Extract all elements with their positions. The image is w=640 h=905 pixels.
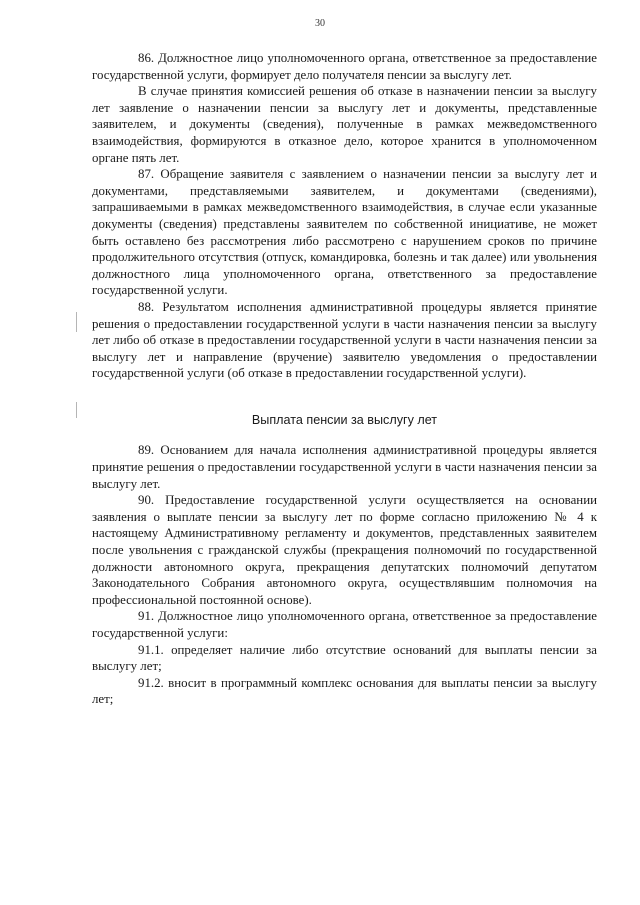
paragraph-86-refusal: В случае принятия комиссией решения об отказе в назначении пенсии за выслугу лет заявление о назначении пенсии за выслугу лет и документы, представленные заявителем, и документы (сведения), полученные в рамках межведомственного взаимодействия, формируются в отказное дело, которое хранится в уполномоченном органе пять лет. <box>92 84 597 165</box>
section-heading: Выплата пенсии за выслугу лет <box>251 412 438 427</box>
paragraph-89: 89. Основанием для начала исполнения административной процедуры является принятие решения о предоставлении государственной услуги в части назначения пенсии за выслугу лет. <box>92 443 597 491</box>
paragraph-88: 88. Результатом исполнения административной процедуры является принятие решения о предоставлении государственной услуги в части назначения пенсии за выслугу лет либо об отказе в предоставлении государственной услуги в части назначения пенсии за выслугу лет и направление (вручение) заявителю уведомления о предоставлении государственной услуги (об отказе в предоставлении государственной услуги). <box>92 299 597 381</box>
margin-scan-mark <box>76 402 77 418</box>
paragraph-87: 87. Обращение заявителя с заявлением о назначении пенсии за выслугу лет и документами, представляемыми заявителем, и документами (сведениями), запрашиваемыми в рамках межведомственного взаимодействия, в случае если указанные документы (сведения) представлены заявителем по собственной инициативе, не может быть оставлено без рассмотрения либо рассмотрено с нарушением сроков по причине продолжительного отсутствия (отпуск, командировка, болезнь и так далее) или увольнения должностного лица уполномоченного органа, ответственного за предоставление государственной услуги. <box>92 167 597 298</box>
page-number: 30 <box>315 18 325 29</box>
document-body <box>92 50 597 708</box>
paragraph-86: 86. Должностное лицо уполномоченного органа, ответственное за предоставление государственной услуги, формирует дело получателя пенсии за выслугу лет. <box>92 51 597 82</box>
paragraph-91-2: 91.2. вносит в программный комплекс основания для выплаты пенсии за выслугу лет; <box>92 675 597 707</box>
paragraph-91: 91. Должностное лицо уполномоченного органа, ответственное за предоставление государственной услуги: <box>92 609 597 640</box>
paragraph-91-1: 91.1. определяет наличие либо отсутствие оснований для выплаты пенсии за выслугу лет; <box>92 642 597 674</box>
paragraph-90: 90. Предоставление государственной услуги осуществляется на основании заявления о выплате пенсии за выслугу лет по форме согласно приложению № 4 к настоящему Административному регламенту и документов, представленных заявителем после увольнения с гражданской службы (прекращения полномочий по государственной должности автономного округа, прекращения депутатских полномочий депутатом Законодательного Собрания автономного округа, осуществлявшим полномочия на профессиональной постоянной основе). <box>92 493 597 607</box>
margin-scan-mark <box>76 312 77 332</box>
